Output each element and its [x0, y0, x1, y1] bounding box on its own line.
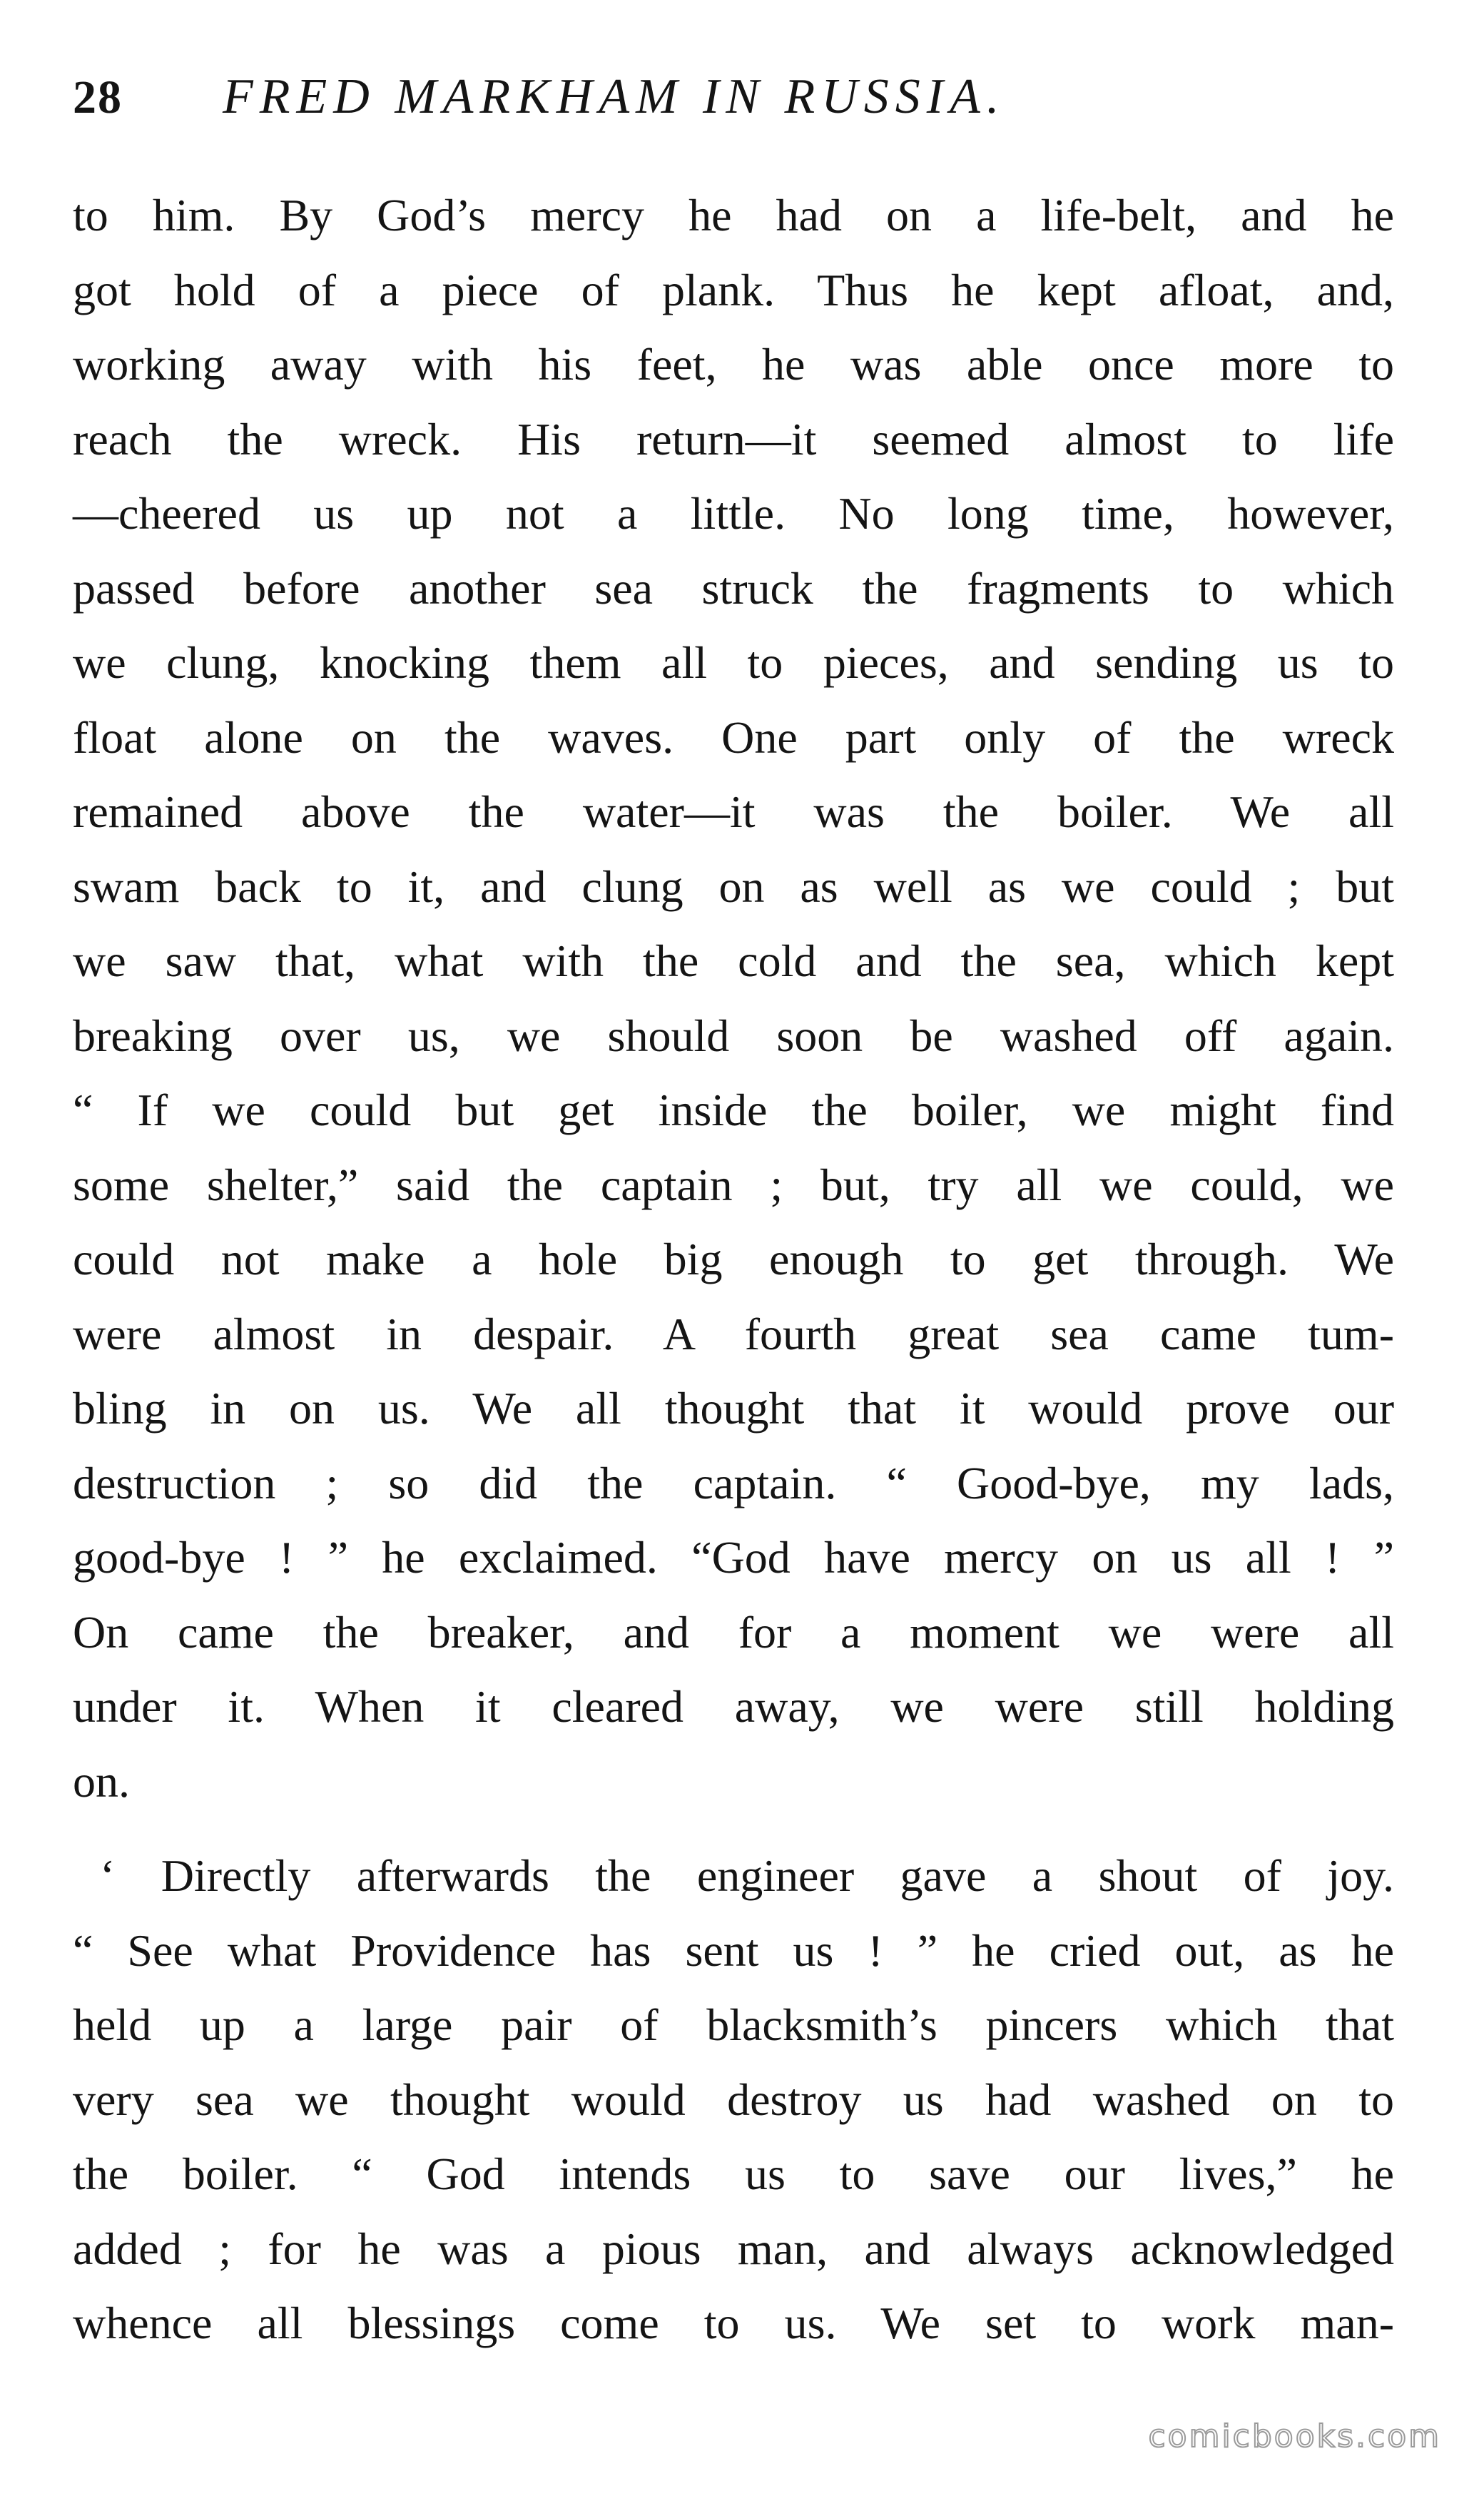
text-line: could not make a hole big enough to get through. We [73, 1234, 1394, 1284]
text-line: were almost in despair. A fourth great sea came tum- [73, 1308, 1394, 1359]
text-line: on. [73, 1755, 130, 1807]
text-line: swam back to it, and clung on as well as we could ; but [73, 861, 1394, 912]
text-line: breaking over us, we should soon be washed off again. [73, 1010, 1394, 1061]
text-line: got hold of a piece of plank. Thus he kept afloat, and, [73, 264, 1394, 315]
text-line: under it. When it cleared away, we were still holding [73, 1681, 1394, 1732]
text-line: we saw that, what with the cold and the sea, which kept [73, 935, 1394, 986]
text-line: passed before another sea struck the fragments to which [73, 562, 1394, 614]
paragraph-1 [73, 178, 1394, 1819]
text-line: bling in on us. We all thought that it would prove our [73, 1383, 1394, 1434]
text-line: working away with his feet, he was able once more to [73, 339, 1394, 390]
text-line: the boiler. “ God intends us to save our lives,” he [73, 2149, 1394, 2199]
text-line: ‘ Directly afterwards the engineer gave a shout of joy. [100, 1850, 1394, 1901]
paragraph-gap [73, 1819, 1394, 1839]
site-watermark: comicbooks.com [1148, 2418, 1441, 2455]
text-line: held up a large pair of blacksmith’s pincers which that [73, 1999, 1394, 2050]
body-text [73, 178, 1394, 2361]
text-line: “ If we could but get inside the boiler, we might find [73, 1085, 1394, 1135]
paragraph-2 [73, 1839, 1394, 2361]
text-line: —cheered us up not a little. No long time, however, [73, 488, 1394, 539]
text-line: float alone on the waves. One part only of the wreck [73, 711, 1394, 763]
text-line: reach the wreck. His return—it seemed almost to life [73, 413, 1394, 465]
text-line: we clung, knocking them all to pieces, and sending us to [73, 637, 1394, 688]
text-line: very sea we thought would destroy us had washed on to [73, 2074, 1394, 2125]
page-number: 28 [73, 71, 123, 123]
text-line: to him. By God’s mercy he had on a life-belt, and he [73, 190, 1394, 240]
text-line: remained above the water—it was the boiler. We all [73, 786, 1394, 837]
text-line: On came the breaker, and for a moment we were all [73, 1606, 1394, 1658]
text-line: added ; for he was a pious man, and always acknowledged [73, 2223, 1394, 2274]
text-line: destruction ; so did the captain. “ Good-bye, my lads, [73, 1457, 1394, 1508]
text-line: “ See what Providence has sent us ! ” he cried out, as he [73, 1924, 1394, 1976]
running-title: FRED MARKHAM IN RUSSIA. [223, 69, 1006, 124]
text-line: some shelter,” said the captain ; but, try all we could, we [73, 1159, 1394, 1210]
text-line: good-bye ! ” he exclaimed. “God have mercy on us all ! ” [73, 1532, 1394, 1583]
running-head [73, 69, 1400, 147]
text-line: whence all blessings come to us. We set to work man- [73, 2298, 1394, 2348]
